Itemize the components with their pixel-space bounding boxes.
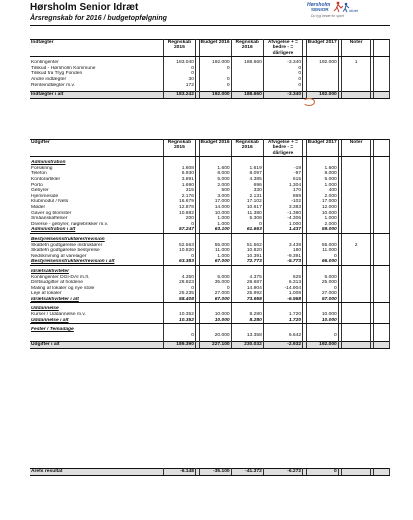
cell-value: 192.000: [306, 342, 338, 349]
cell-value: 57.247: [163, 227, 195, 233]
cell-value: 0: [263, 77, 302, 83]
income-table: [30, 39, 390, 99]
column-header: [374, 140, 390, 157]
cell-value: 10.820: [163, 248, 195, 254]
cell-value: 8.000: [199, 171, 231, 177]
row-label: Idrætsaktiviteter: [30, 269, 163, 275]
row-label: Nedskrivning af varelager: [30, 254, 163, 260]
cell-value: 1.720: [263, 318, 302, 324]
cell-value: 10.352: [163, 318, 195, 324]
column-header: Afvigelse + = bedre - = dårligere: [263, 140, 302, 157]
cell-value: 72.773: [231, 259, 263, 265]
cell-value: 12.000: [306, 205, 338, 211]
cell-value: -3.340: [263, 92, 302, 99]
column-header: Afvigelse + = bedre - = dårligere: [263, 40, 302, 57]
cell-value: 0: [263, 83, 302, 89]
cell-value: -1.380: [263, 211, 302, 217]
cell-value: 696: [231, 183, 263, 189]
result-table: [30, 468, 390, 476]
row-label: Bestyrelse/instruktører/revision i alt: [30, 259, 163, 265]
cell-value: -102: [263, 199, 302, 205]
row-label: Gaver og blomster: [30, 211, 163, 217]
cell-value: 170: [263, 188, 302, 194]
cell-value: -3.340: [263, 60, 302, 66]
cell-value: 1.000: [199, 216, 231, 222]
svg-text:SENIOR: SENIOR: [311, 7, 329, 12]
cell-value: 3.383: [263, 205, 302, 211]
row-label: Småanskaffelser: [30, 216, 163, 222]
cell-value: 0: [163, 333, 195, 339]
row-label: Hjemmeside: [30, 194, 163, 200]
cell-value: [374, 469, 390, 476]
cell-value: 3.438: [263, 243, 302, 249]
club-logo: [305, 0, 390, 22]
cell-value: 500: [199, 188, 231, 194]
cell-value: 61.663: [231, 227, 263, 233]
cell-value: 3.891: [163, 177, 195, 183]
cell-value: 0: [199, 83, 231, 89]
cell-value: 330: [231, 188, 263, 194]
cell-value: 10.000: [199, 211, 231, 217]
cell-value: [374, 342, 390, 349]
cell-value: -6.958: [263, 297, 302, 303]
cell-value: 10.000: [306, 211, 338, 217]
cell-value: 17.000: [199, 199, 231, 205]
cell-value: 28.823: [163, 280, 195, 286]
column-header: Budget 2016: [199, 140, 231, 157]
cell-value: 0: [163, 222, 195, 228]
cell-value: 17.000: [306, 199, 338, 205]
column-header: Noter: [342, 40, 371, 57]
cell-value: 17.102: [231, 199, 263, 205]
cell-value: 25.235: [163, 291, 195, 297]
cell-value: 10.000: [199, 318, 231, 324]
cell-value: 0: [231, 222, 263, 228]
cell-value: -14.904: [263, 286, 302, 292]
cell-value: 230.032: [231, 342, 263, 349]
document-subtitle: Årsregnskab for 2016 / budgetopfølgning: [30, 15, 167, 22]
cell-value: 315: [163, 188, 195, 194]
column-header: Budget 2017: [306, 40, 338, 57]
total-row: [30, 469, 390, 476]
cell-value: 869: [263, 194, 302, 200]
cell-value: 183.242: [163, 92, 195, 99]
cell-value: 1.619: [231, 166, 263, 172]
row-label: Tilskud fra Tryg Fonden: [30, 71, 163, 77]
cell-value: 1: [342, 60, 371, 66]
table-header-row: [30, 40, 390, 57]
cell-value: 188.660: [231, 60, 263, 66]
row-label: Udgifter: [30, 140, 163, 157]
cell-value: 12.878: [163, 205, 195, 211]
row-label: Forsikring: [30, 166, 163, 172]
cell-value: 1.437: [263, 227, 302, 233]
cell-value: 52.563: [163, 243, 195, 249]
cell-value: 1.000: [263, 222, 302, 228]
cell-value: 63.100: [199, 227, 231, 233]
cell-value: 30: [163, 77, 195, 83]
row-label: Maling af lokaler og nye stole: [30, 286, 163, 292]
cell-value: 8.000: [306, 171, 338, 177]
cell-value: 51.562: [231, 243, 263, 249]
cell-value: 0: [199, 66, 231, 72]
cell-value: 0: [263, 66, 302, 72]
cell-value: 188.660: [231, 92, 263, 99]
column-header: Budget 2016: [199, 40, 231, 57]
cell-value: 192.000: [199, 92, 231, 99]
row-label: Indtægter: [30, 40, 163, 57]
cell-value: 2.000: [306, 194, 338, 200]
row-label: Fester / Temadage: [30, 327, 163, 333]
cell-value: 35.000: [199, 280, 231, 286]
cell-value: 2.131: [231, 194, 263, 200]
cell-value: 11.380: [231, 211, 263, 217]
cell-value: 0: [306, 254, 338, 260]
cell-value: 192.000: [199, 60, 231, 66]
row-label: Møder: [30, 205, 163, 211]
cell-value: 4.385: [231, 177, 263, 183]
cell-value: 5.306: [231, 216, 263, 222]
cell-value: [342, 342, 371, 349]
cell-value: 0: [199, 77, 231, 83]
cell-value: 63.383: [163, 259, 195, 265]
cell-value: 25.000: [306, 280, 338, 286]
cell-value: 10.000: [306, 312, 338, 318]
cell-value: 25.992: [231, 291, 263, 297]
cell-value: 10.820: [231, 248, 263, 254]
cell-value: 1.600: [306, 166, 338, 172]
cell-value: -6.148: [163, 469, 195, 476]
row-label: Porto: [30, 183, 163, 189]
row-label: Kontingenter DGI-DAI m.fl.: [30, 275, 163, 281]
cell-value: -19: [263, 166, 302, 172]
column-header: Regnskab 2015: [163, 140, 195, 157]
cell-value: 14.000: [199, 205, 231, 211]
cell-value: -4.306: [263, 216, 302, 222]
cell-value: 2.000: [306, 222, 338, 228]
row-label: Kontingenter: [30, 60, 163, 66]
expenses-table: [30, 139, 390, 349]
cell-value: 192.000: [306, 92, 338, 99]
cell-value: 227.100: [199, 342, 231, 349]
cell-value: 0: [199, 286, 231, 292]
cell-value: [374, 92, 390, 99]
cell-value: 16.679: [163, 199, 195, 205]
cell-value: 10.391: [231, 254, 263, 260]
cell-value: -41.372: [231, 469, 263, 476]
cell-value: 1.304: [263, 183, 302, 189]
cell-value: 189.390: [163, 342, 195, 349]
cell-value: 0: [163, 71, 195, 77]
cell-value: 66.000: [306, 259, 338, 265]
cell-value: 0: [163, 254, 195, 260]
cell-value: 13.358: [231, 333, 263, 339]
cell-value: 5.000: [306, 275, 338, 281]
cell-value: 8.097: [231, 171, 263, 177]
cell-value: -35.100: [199, 469, 231, 476]
cell-value: 1.000: [199, 222, 231, 228]
cell-value: 200: [163, 216, 195, 222]
row-label: Renteindtægter m.v.: [30, 83, 163, 89]
cell-value: 67.000: [199, 259, 231, 265]
column-header: Regnskab 2016: [231, 40, 263, 57]
cell-value: -97: [263, 171, 302, 177]
total-row: [30, 92, 390, 99]
cell-value: [342, 469, 371, 476]
cell-value: 0: [306, 469, 338, 476]
cell-value: 20.000: [199, 333, 231, 339]
row-label: Bestyrelse/instruktører/revision: [30, 237, 163, 243]
cell-value: 10.352: [163, 312, 195, 318]
handwritten-mark: [303, 98, 315, 106]
svg-text:idræt: idræt: [349, 8, 359, 13]
cell-value: 615: [263, 177, 302, 183]
cell-value: 400: [306, 188, 338, 194]
cell-value: 1.008: [263, 291, 302, 297]
row-label: Skattefri godtgørelse instruktører: [30, 243, 163, 249]
row-label: Andre indtægter: [30, 77, 163, 83]
cell-value: -6.272: [263, 469, 302, 476]
cell-value: 27.000: [306, 291, 338, 297]
cell-value: 172: [163, 83, 195, 89]
cell-value: 4.350: [163, 275, 195, 281]
row-label: Tilskud - Hørsholm Kommune: [30, 66, 163, 72]
cell-value: 8.280: [231, 312, 263, 318]
column-header: Regnskab 2016: [231, 140, 263, 157]
row-label: Kurser / Uddannelse m.v.: [30, 312, 163, 318]
svg-text:Du ryg bevæ for sport: Du ryg bevæ for sport: [311, 14, 344, 18]
cell-value: 1.000: [199, 254, 231, 260]
cell-value: 5.000: [199, 177, 231, 183]
row-label: Administration i alt: [30, 227, 163, 233]
cell-value: 11.000: [199, 248, 231, 254]
row-label: Driftsudgifter af holdene: [30, 280, 163, 286]
cell-value: 10.000: [306, 318, 338, 324]
cell-value: 8.280: [231, 318, 263, 324]
svg-text:Hørsholm: Hørsholm: [307, 2, 331, 8]
cell-value: 55.000: [199, 243, 231, 249]
cell-value: 4.375: [231, 275, 263, 281]
cell-value: 0: [163, 286, 195, 292]
column-header: Noter: [342, 140, 371, 157]
row-label: Idrætsaktiviteter i alt: [30, 297, 163, 303]
cell-value: 3.000: [199, 194, 231, 200]
row-label: Gebyrer: [30, 188, 163, 194]
cell-value: 55.000: [306, 243, 338, 249]
cell-value: 625: [263, 275, 302, 281]
cell-value: 59.000: [306, 227, 338, 233]
cell-value: 10.617: [231, 205, 263, 211]
row-label: Administration: [30, 160, 163, 166]
cell-value: [342, 92, 371, 99]
row-label: Uddannelse i alt: [30, 318, 163, 324]
cell-value: 2.000: [199, 183, 231, 189]
table-header-row: [30, 140, 390, 157]
cell-value: 2: [342, 243, 371, 249]
column-header: [374, 40, 390, 57]
cell-value: 0: [306, 286, 338, 292]
cell-value: 6.642: [263, 333, 302, 339]
cell-value: 57.000: [306, 297, 338, 303]
cell-value: 11.000: [306, 248, 338, 254]
row-label: Uddannelse: [30, 306, 163, 312]
row-label: Kontorartikler: [30, 177, 163, 183]
cell-value: 10.000: [199, 312, 231, 318]
cell-value: 1.608: [163, 166, 195, 172]
cell-value: 58.408: [163, 297, 195, 303]
row-label: Årets resultat: [30, 469, 163, 476]
cell-value: 192.000: [306, 60, 338, 66]
cell-value: 28.687: [231, 280, 263, 286]
row-label: Diverse - gebyrer, nøglebrikker m.v.: [30, 222, 163, 228]
cell-value: 5.000: [306, 177, 338, 183]
row-label: Skattefri godtgørelse bestyrelse: [30, 248, 163, 254]
row-label: Leje af lokaler: [30, 291, 163, 297]
cell-value: 14.904: [231, 286, 263, 292]
cell-value: 0: [163, 66, 195, 72]
cell-value: 1.600: [199, 166, 231, 172]
cell-value: 67.000: [199, 297, 231, 303]
cell-value: 6.930: [163, 171, 195, 177]
document-title: Hørsholm Senior Idræt: [30, 2, 139, 13]
cell-value: -5.773: [263, 259, 302, 265]
cell-value: 180: [263, 248, 302, 254]
cell-value: 1.720: [263, 312, 302, 318]
row-label: Telefon: [30, 171, 163, 177]
cell-value: 183.040: [163, 60, 195, 66]
cell-value: 0: [306, 333, 338, 339]
cell-value: 1.000: [306, 183, 338, 189]
cell-value: 6.313: [263, 280, 302, 286]
cell-value: 1.000: [306, 216, 338, 222]
row-label: Klubmodul / Nets: [30, 199, 163, 205]
cell-value: -2.932: [263, 342, 302, 349]
row-label: Indtægter i alt: [30, 92, 163, 99]
header-rule: [30, 25, 390, 26]
cell-value: 1.690: [163, 183, 195, 189]
cell-value: 2.176: [163, 194, 195, 200]
logo-figures-icon: [305, 0, 390, 22]
cell-value: -9.391: [263, 254, 302, 260]
row-label: Udgifter i alt: [30, 342, 163, 349]
cell-value: 5.000: [199, 275, 231, 281]
column-header: Regnskab 2015: [163, 40, 195, 57]
total-row: [30, 342, 390, 349]
cell-value: 27.000: [199, 291, 231, 297]
cell-value: 0: [263, 71, 302, 77]
column-header: Budget 2017: [306, 140, 338, 157]
cell-value: 73.958: [231, 297, 263, 303]
cell-value: 10.882: [163, 211, 195, 217]
